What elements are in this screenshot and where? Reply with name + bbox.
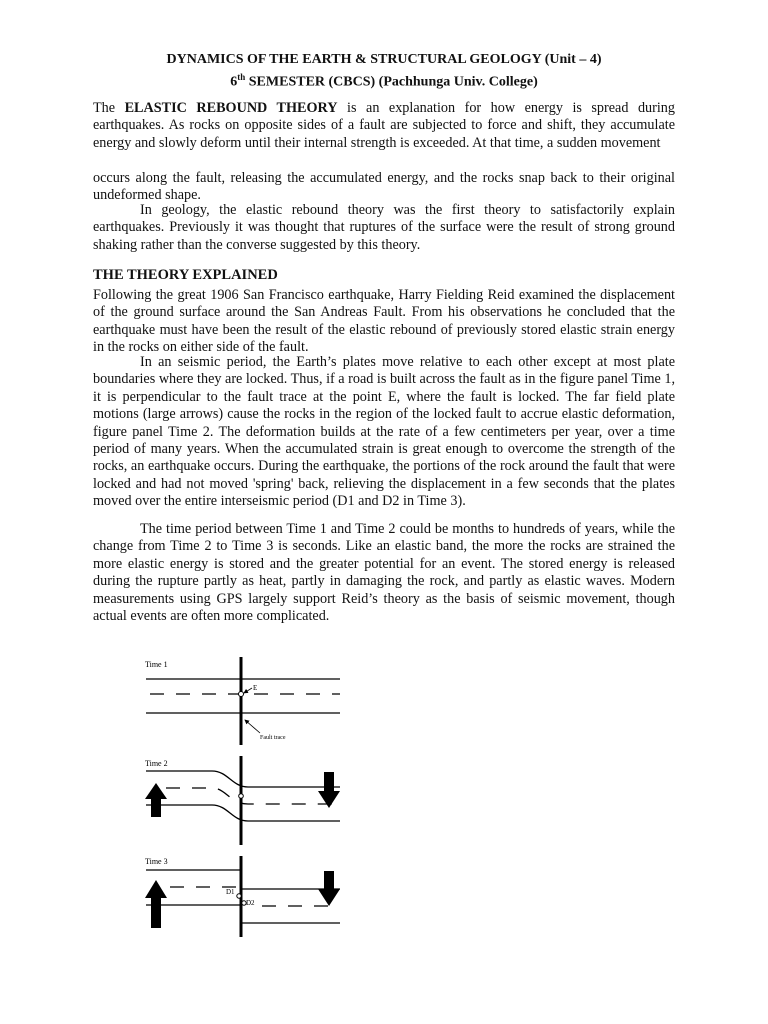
intro-paragraph-2: occurs along the fault, releasing the accumulated energy, and the rocks snap back to their original undeformed shape. [93,170,675,204]
point-e-label: E [253,684,258,692]
locked-point-marker-2 [239,794,244,799]
document-subtitle [0,68,768,92]
theory-name: ELASTIC REBOUND THEORY [124,100,338,116]
semester-ordinal: th [237,72,246,82]
section-paragraph-1: Following the great 1906 San Francisco earthquake, Harry Fielding Reid examined the displacement of the ground surface around the San Andreas Fault. From his observations he concluded that the earthquake must have been the result of the elastic rebound of previously stored elastic strain energy in the rocks on either side of the fault. [93,287,675,356]
elastic-rebound-figure [0,650,768,950]
plate-motion-up-arrow [145,783,167,817]
time-3-label: Time 3 [145,857,168,866]
section-paragraph-3: The time period between Time 1 and Time 2 could be months to hundreds of years, while the change from Time 2 to Time 3 is seconds. Like an elastic band, the more the rocks are strained the more elastic energy is stored and the greater potential for an event. The stored energy is released during the rupture partly as heat, partly in damaging the rock, and partly as elastic waves. Modern measurements using GPS largely support Reid’s theory as the basis of seismic movement, though actual events are often more complicated. [93,521,675,625]
fault-trace-pointer [245,720,260,733]
plate-motion-up-arrow-3 [145,880,167,928]
point-e-marker [239,692,244,697]
intro-rest: is an explanation for how energy is spread during earthquakes. As rocks on opposite sides of a fault are subjected to force and shift, they accumulate energy and slowly deform until their internal strength is exceeded. At that time, a sudden movement [93,100,675,151]
fault-trace-label: Fault trace [260,735,286,741]
section-heading: THE THEORY EXPLAINED [93,267,278,283]
intro-paragraph-3: In geology, the elastic rebound theory was the first theory to satisfactorily explain earthquakes. Previously it was thought that ruptures of the surface were the result of strong ground shaking rather than the converse suggested by this theory. [93,202,675,253]
d1-marker [237,894,241,898]
semester-number: 6 [230,74,238,90]
deformed-road-upper [146,771,340,787]
deformed-road-centerline [166,788,340,804]
document-title: DYNAMICS OF THE EARTH & STRUCTURAL GEOLOGY (Unit – 4) [166,52,602,67]
semester-details: SEMESTER (CBCS) (Pachhunga Univ. College) [245,74,538,90]
time-1-label: Time 1 [145,660,168,669]
plate-motion-down-arrow [318,772,340,808]
point-e-pointer [244,688,252,693]
intro-paragraph-1 [93,100,675,152]
d1-label: D1 [226,888,235,896]
section-paragraph-2: In an seismic period, the Earth’s plates move relative to each other except at most plate boundaries where they are locked. Thus, if a road is built across the fault as in the figure panel Time 1, it is perpendicular to the fault trace at the point E, where the fault is locked. The far field plate motions (large arrows) cause the rocks in the region of the locked fault to accrue elastic deformation, figure panel Time 2. The deformation builds at the rate of a few centimeters per year, over a time period of many years. When the accumulated strain is great enough to overcome the strength of the rocks, an earthquake occurs. During the earthquake, the portions of the rock around the fault that were locked and had not moved 'spring' back, relieving the displacement in a few seconds that the plates moved over the entire interseismic period (D1 and D2 in Time 3). [93,354,675,510]
deformed-road-lower [146,805,340,821]
d2-label: D2 [246,899,255,907]
time-2-label: Time 2 [145,759,168,768]
intro-prefix: The [93,100,125,116]
